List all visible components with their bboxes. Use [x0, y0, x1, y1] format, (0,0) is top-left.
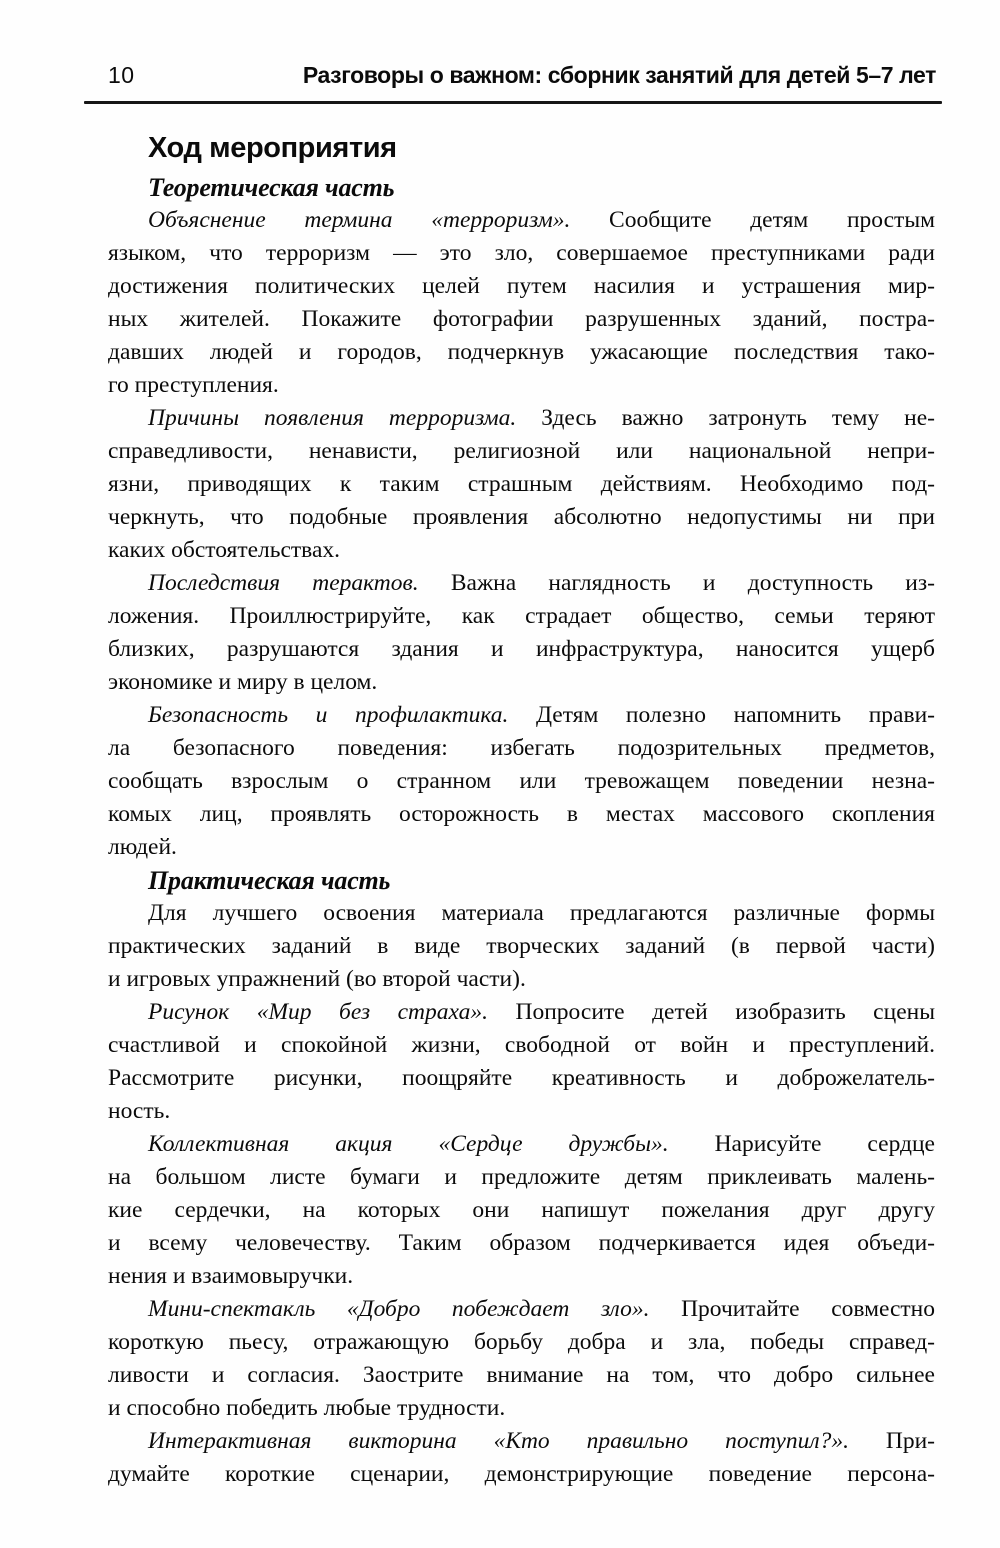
paragraph-lead: Рисунок «Мир без страха». — [148, 999, 489, 1025]
text-line: близких, разрушаются здания и инфраструктура, наносится ущерб — [108, 636, 935, 662]
subheading: Практическая часть — [148, 866, 391, 895]
paragraph-lead: Объяснение термина «терроризм». — [148, 207, 571, 233]
text-line: людей. — [108, 834, 177, 860]
text-line: Мини-спектакль «Добро побеждает зло». Прочитайте совместно — [148, 1296, 935, 1322]
text-line: и способно победить любые трудности. — [108, 1395, 506, 1421]
text-line: кие сердечки, на которых они напишут пожелания друг другу — [108, 1197, 935, 1223]
text-line: сообщать взрослым о странном или тревожащем поведении незна- — [108, 768, 935, 794]
text-line: и всему человечеству. Таким образом подчеркивается идея объеди- — [108, 1230, 935, 1256]
text-line: Рисунок «Мир без страха». Попросите детей изобразить сцены — [148, 999, 935, 1025]
paragraph-lead: Безопасность и профилактика. — [148, 702, 509, 728]
body-text — [108, 130, 935, 1491]
content-blocks — [108, 171, 935, 1491]
text-line: каких обстоятельствах. — [108, 537, 341, 563]
text-line: Безопасность и профилактика. Детям полезно напомнить прави- — [148, 702, 935, 728]
text-line: достижения политических целей путем насилия и устрашения мир- — [108, 273, 935, 299]
paragraph-lead: Причины появления терроризма. — [148, 405, 517, 431]
header-rule — [84, 101, 942, 104]
paragraph-lead: Коллективная акция «Сердце дружбы». — [148, 1131, 669, 1157]
text-line: Последствия терактов. Важна наглядность и доступность из- — [148, 570, 935, 596]
paragraph-lead: Мини-спектакль «Добро побеждает зло». — [148, 1296, 650, 1322]
text-line: на большом листе бумаги и предложите детям приклеивать малень- — [108, 1164, 935, 1190]
text-line: черкнуть, что подобные проявления абсолютно недопустимы ни при — [108, 504, 935, 530]
text-line: Объяснение термина «терроризм». Сообщите детям простым — [148, 207, 935, 233]
text-line: практических заданий в виде творческих заданий (в первой части) — [108, 933, 935, 959]
paragraph-lead: Интерактивная викторина «Кто правильно поступил?». — [148, 1428, 849, 1454]
running-header — [108, 62, 936, 89]
text-line: счастливой и спокойной жизни, свободной от войн и преступлений. — [108, 1032, 935, 1058]
subheading: Теоретическая часть — [148, 173, 395, 202]
section-title: Ход мероприятия — [148, 132, 397, 164]
text-line: комых лиц, проявлять осторожность в местах массового скопления — [108, 801, 935, 827]
text-line: го преступления. — [108, 372, 279, 398]
text-line: ливости и согласия. Заострите внимание на том, что добро сильнее — [108, 1362, 935, 1388]
text-line: Рассмотрите рисунки, поощряйте креативность и доброжелатель- — [108, 1065, 935, 1091]
text-line: экономике и миру в целом. — [108, 669, 378, 695]
text-line: короткую пьесу, отражающую борьбу добра и зла, победы справед- — [108, 1329, 935, 1355]
text-line: языком, что терроризм — это зло, совершаемое преступниками ради — [108, 240, 935, 266]
text-line: давших людей и городов, подчеркнув ужасающие последствия тако- — [108, 339, 935, 365]
text-line: ла безопасного поведения: избегать подозрительных предметов, — [108, 735, 935, 761]
running-title: Разговоры о важном: сборник занятий для детей 5–7 лет — [302, 62, 936, 88]
paragraph-lead: Последствия терактов. — [148, 570, 419, 596]
text-line: ность. — [108, 1098, 171, 1124]
text-line: справедливости, ненависти, религиозной или национальной непри- — [108, 438, 935, 464]
text-line: ложения. Проиллюстрируйте, как страдает общество, семьи теряют — [108, 603, 935, 629]
text-line: Интерактивная викторина «Кто правильно поступил?». При- — [148, 1428, 936, 1454]
text-line: язни, приводящих к таким страшным действиям. Необходимо под- — [108, 471, 935, 497]
text-line: Для лучшего освоения материала предлагаются различные формы — [148, 900, 935, 926]
text-line: думайте короткие сценарии, демонстрирующие поведение персона- — [108, 1461, 935, 1487]
text-line: нения и взаимовыручки. — [108, 1263, 354, 1289]
text-line: Коллективная акция «Сердце дружбы». Нарисуйте сердце — [148, 1131, 935, 1157]
page-number: 10 — [108, 62, 135, 88]
text-line: ных жителей. Покажите фотографии разрушенных зданий, постра- — [108, 306, 935, 332]
text-line: Причины появления терроризма. Здесь важно затронуть тему не- — [148, 405, 935, 431]
text-line: и игровых упражнений (во второй части). — [108, 966, 526, 992]
